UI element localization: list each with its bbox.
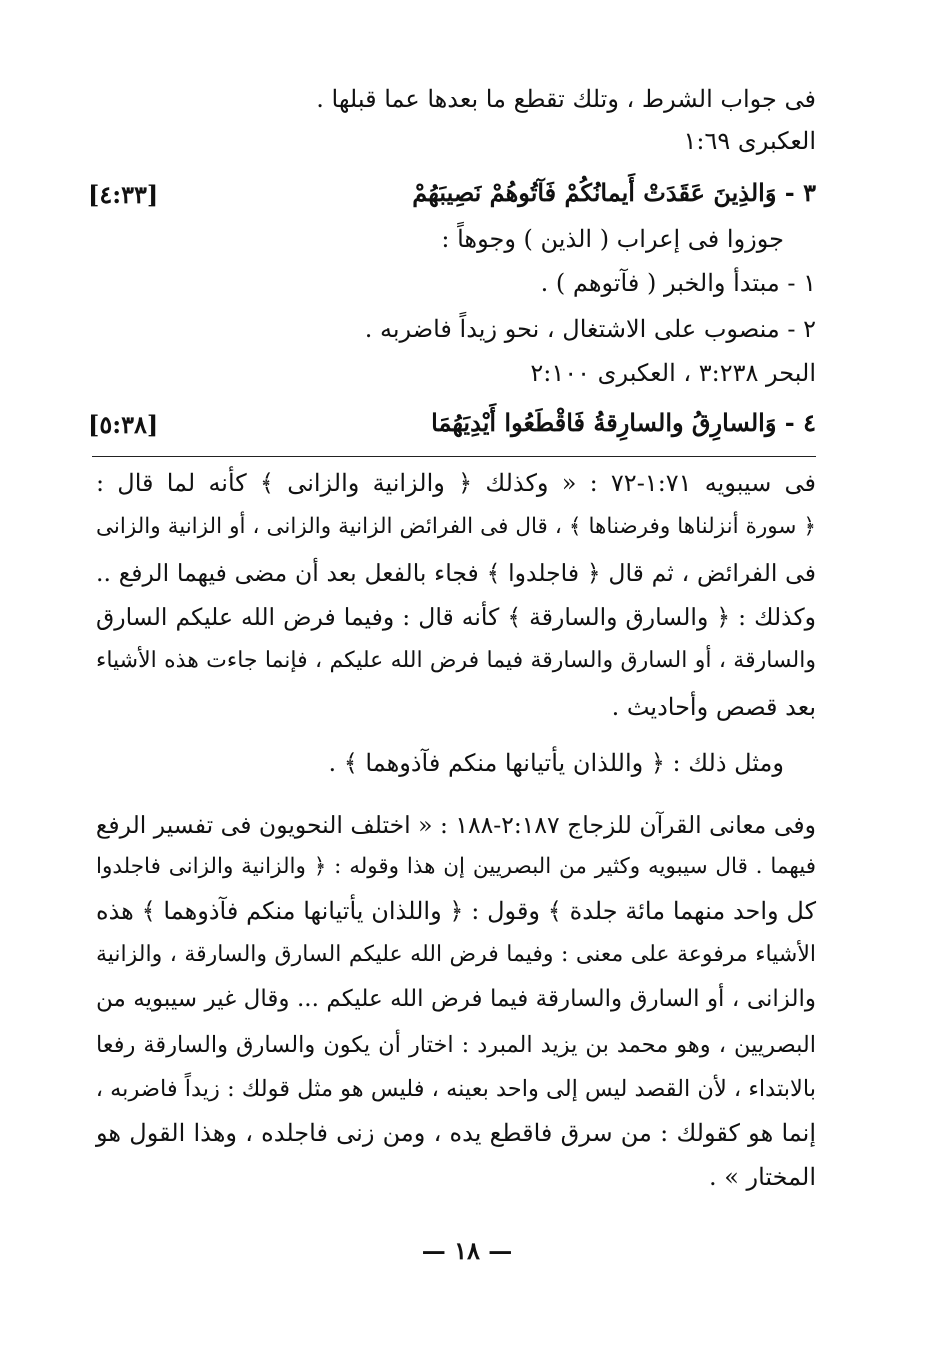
citation-line: البحر ٣:٢٣٨ ، العكبرى ٢:١٠٠: [530, 359, 816, 387]
note-line: فى الفرائض ، ثم قال ﴿ فاجلدوا ﴾ فجاء بالفعل بعد أن مضى فيهما الرفع ..: [96, 559, 816, 587]
note-line: ومثل ذلك : ﴿ واللذان يأتيانها منكم فآذوهما ﴾ .: [328, 749, 784, 777]
list-item: ١ - مبتدأ والخبر ( فآتوهم ) .: [540, 269, 816, 297]
note-line: وكذلك : ﴿ والسارق والسارقة ﴾ كأنه قال : وفيما فرض الله عليكم السارق: [96, 603, 816, 631]
note-line: بعد قصص وأحاديث .: [611, 693, 816, 721]
note-line: فى سيبويه ١:٧١-٧٢ : « وكذلك ﴿ والزانية والزانى ﴾ كأنه لما قال :: [96, 469, 816, 497]
note-line: كل واحد منهما مائة جلدة ﴾ وقول : ﴿ واللذان يأتيانها منكم فآذوهما ﴾ هذه: [96, 897, 816, 925]
note-line: بالابتداء ، لأن القصد ليس إلى واحد بعينه ، فليس هو مثل قولك : زيداً فاضربه ،: [95, 1076, 816, 1102]
verse-3-reference: [٤:٣٣]: [88, 180, 159, 209]
note-line: إنما هو كقولك : من سرق فاقطع يده ، ومن زنى فاجلده ، وهذا القول هو: [96, 1119, 816, 1147]
verse-4: ٤ - وَالسارِقُ والسارِقةُ فَاقْطَعُوا أَيْدِيَهُمَا: [431, 408, 816, 437]
separator-line: [92, 456, 816, 457]
citation-line: العكبرى ١:٦٩: [683, 127, 816, 155]
list-item: ٢ - منصوب على الاشتغال ، نحو زيداً فاضربه .: [364, 315, 816, 343]
note-line: البصريين ، وهو محمد بن يزيد المبرد : اختار أن يكون والسارق والسارقة رفعا: [96, 1032, 816, 1058]
text-line: فى جواب الشرط ، وتلك تقطع ما بعدها عما قبلها .: [316, 85, 816, 113]
note-line: المختار » .: [708, 1163, 816, 1191]
note-line: والسارقة ، أو السارق والسارقة فيما فرض الله عليكم ، فإنما جاءت هذه الأشياء: [96, 648, 816, 673]
note-line: فيهما . قال سيبويه وكثير من البصريين إن هذا وقوله : ﴿ والزانية والزانى فاجلدوا: [96, 854, 816, 879]
note-line: والزانى ، أو السارق والسارقة فيما فرض الله عليكم ... وقال غير سيبويه من: [96, 986, 816, 1012]
text-line: جوزوا فى إعراب ( الذين ) وجوهاً :: [441, 225, 784, 253]
verse-3: ٣ - وَالذِينَ عَقَدَتْ أَيمانُكُمْ فَآتُوهُمْ نَصِيبَهُمْ: [412, 178, 816, 207]
note-line: الأشياء مرفوعة على معنى : وفيما فرض الله عليكم السارق والسارقة ، والزانية: [96, 942, 816, 967]
note-line: ﴿ سورة أنزلناها وفرضناها ﴾ ، قال فى الفرائض الزانية والزانى ، أو الزانية والزانى: [96, 514, 816, 539]
page-number: — ١٨ —: [421, 1236, 513, 1265]
verse-4-reference: [٥:٣٨]: [88, 410, 159, 439]
note-line: وفى معانى القرآن للزجاج ٢:١٨٧-١٨٨ : « اختلف النحويون فى تفسير الرفع: [95, 811, 816, 839]
